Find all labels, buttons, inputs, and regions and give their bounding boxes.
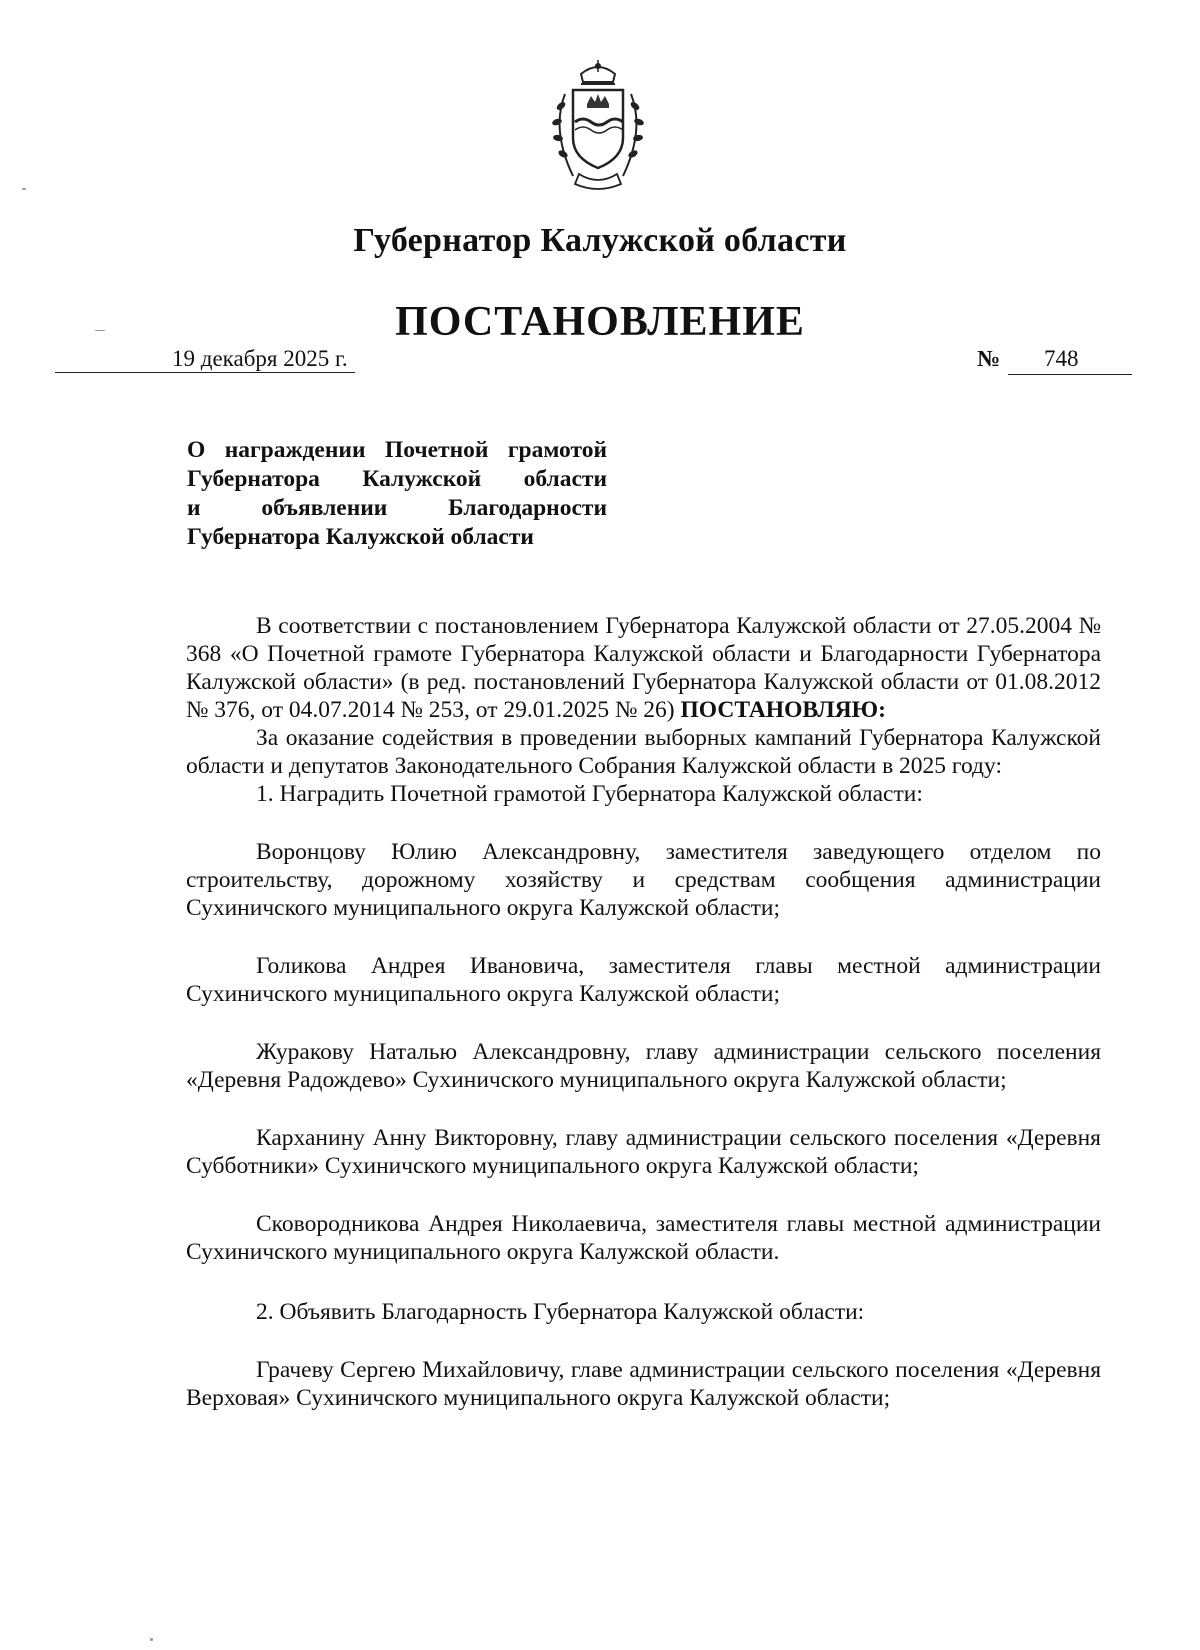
scan-speck [150,1638,153,1641]
decree-word: ПОСТАНОВЛЯЮ: [680,697,886,723]
document-subject [187,436,607,552]
number-underline [1008,374,1132,375]
document-body [186,612,1101,1412]
coat-of-arms-icon [543,60,653,192]
document-type-title: ПОСТАНОВЛЕНИЕ [395,299,805,345]
subject-line: Губернатора Калужской области [187,524,534,550]
awardee-paragraph: Голикова Андрея Ивановича, заместителя главы местной администрации Сухиничского муниципального округа Калужской области; [186,953,1101,1007]
number-label: № [977,346,1001,371]
scan-speck [95,330,105,331]
awardee-paragraph: Карханину Анну Викторовну, главу администрации сельского поселения «Деревня Субботники» Сухиничского муниципального округа Калужской области; [186,1125,1101,1179]
scan-speck [22,188,26,190]
preamble-text: В соответствии с постановлением Губернатора Калужской области от 27.05.2004 № 368 «О Почетной грамоте Губернатора Калужской области и Благодарности Губернатора Калужской области» (в ред. постановлений Губернатора Калужской области от 01.08.2012 № 376, от 04.07.2014 № 253, от 29.01.2025 № 26) [186,613,1101,723]
document-number: 748 [1044,346,1079,371]
item-2-heading: 2. Объявить Благодарность Губернатора Калужской области: [256,1299,865,1325]
document-date: 19 декабря 2025 г. [172,346,348,371]
awardee-paragraph: Воронцову Юлию Александровну, заместителя заведующего отделом по строительству, дорожному хозяйству и средствам сообщения администрации Сухиничского муниципального округа Калужской области; [186,839,1101,921]
date-underline [55,372,355,373]
subject-line: и объявлении Благодарности [187,495,607,521]
subject-line: О награждении Почетной грамотой [187,437,607,463]
item-1-heading: 1. Наградить Почетной грамотой Губернатора Калужской области: [256,781,923,807]
awardee-paragraph: Журакову Наталью Александровну, главу администрации сельского поселения «Деревня Радождево» Сухиничского муниципального округа Калужской области; [186,1039,1101,1093]
preamble-paragraph [186,612,1101,724]
reason-paragraph: За оказание содействия в проведении выборных кампаний Губернатора Калужской области и депутатов Законодательного Собрания Калужской области в 2025 году: [186,725,1101,779]
authority-title: Губернатор Калужской области [353,222,847,259]
awardee-paragraph: Сковородникова Андрея Николаевича, заместителя главы местной администрации Сухиничского муниципального округа Калужской области. [186,1211,1101,1265]
thanked-paragraph: Грачеву Сергею Михайловичу, главе администрации сельского поселения «Деревня Верховая» Сухиничского муниципального округа Калужской области; [186,1357,1101,1411]
subject-line: Губернатора Калужской области [187,466,607,492]
